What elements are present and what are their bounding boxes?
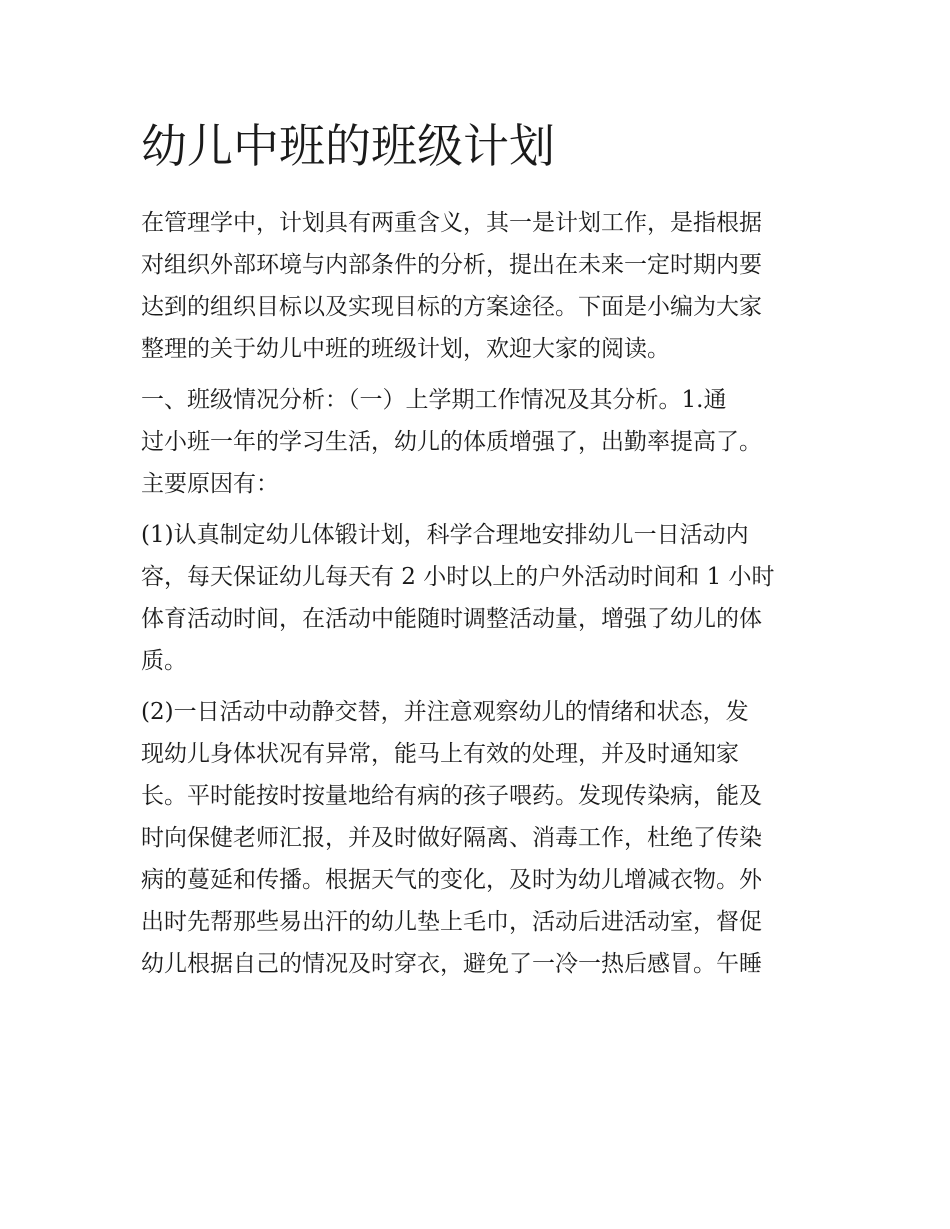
paragraph-item-1: [141, 514, 816, 682]
paragraph-spacer: [141, 370, 816, 379]
text-line: 容，每天保证幼儿每天有 2 小时以上的户外活动时间和 1 小时: [141, 564, 775, 590]
paragraph-spacer: [141, 505, 816, 514]
text-line: 长。平时能按时按量地给有病的孩子喂药。发现传染病，能及: [141, 783, 762, 809]
text-line: 过小班一年的学习生活，幼儿的体质增强了，出勤率提高了。: [141, 429, 762, 455]
text-line: 体育活动时间，在活动中能随时调整活动量，增强了幼儿的体: [141, 606, 762, 632]
text-line: 幼儿根据自己的情况及时穿衣，避免了一冷一热后感冒。午睡: [141, 951, 762, 977]
text-line: 一、班级情况分析：（一）上学期工作情况及其分析。1.通: [141, 387, 727, 413]
text-line: 对组织外部环境与内部条件的分析，提出在未来一定时期内要: [141, 252, 762, 278]
text-line: 主要原因有：: [141, 471, 279, 497]
document-body: [141, 202, 816, 985]
text-line: 达到的组织目标以及实现目标的方案途径。下面是小编为大家: [141, 294, 762, 320]
text-line: 时向保健老师汇报，并及时做好隔离、消毒工作，杜绝了传染: [141, 825, 762, 851]
text-line: (2)一日活动中动静交替，并注意观察幼儿的情绪和状态，发: [141, 699, 749, 725]
paragraph-intro: [141, 202, 816, 370]
paragraph-item-2: [141, 691, 816, 985]
text-line: 现幼儿身体状况有异常，能马上有效的处理，并及时通知家: [141, 741, 739, 767]
text-line: 质。: [141, 648, 187, 674]
text-line: (1)认真制定幼儿体锻计划，科学合理地安排幼儿一日活动内: [141, 522, 749, 548]
text-line: 出时先帮那些易出汗的幼儿垫上毛巾，活动后进活动室，督促: [141, 909, 762, 935]
text-line: 整理的关于幼儿中班的班级计划，欢迎大家的阅读。: [141, 336, 670, 362]
text-line: 病的蔓延和传播。根据天气的变化，及时为幼儿增减衣物。外: [141, 867, 762, 893]
paragraph-spacer: [141, 682, 816, 691]
text-line: 在管理学中，计划具有两重含义，其一是计划工作，是指根据: [141, 210, 762, 236]
paragraph-class-analysis: [141, 379, 816, 505]
document-title: 幼儿中班的班级计划: [141, 119, 555, 173]
